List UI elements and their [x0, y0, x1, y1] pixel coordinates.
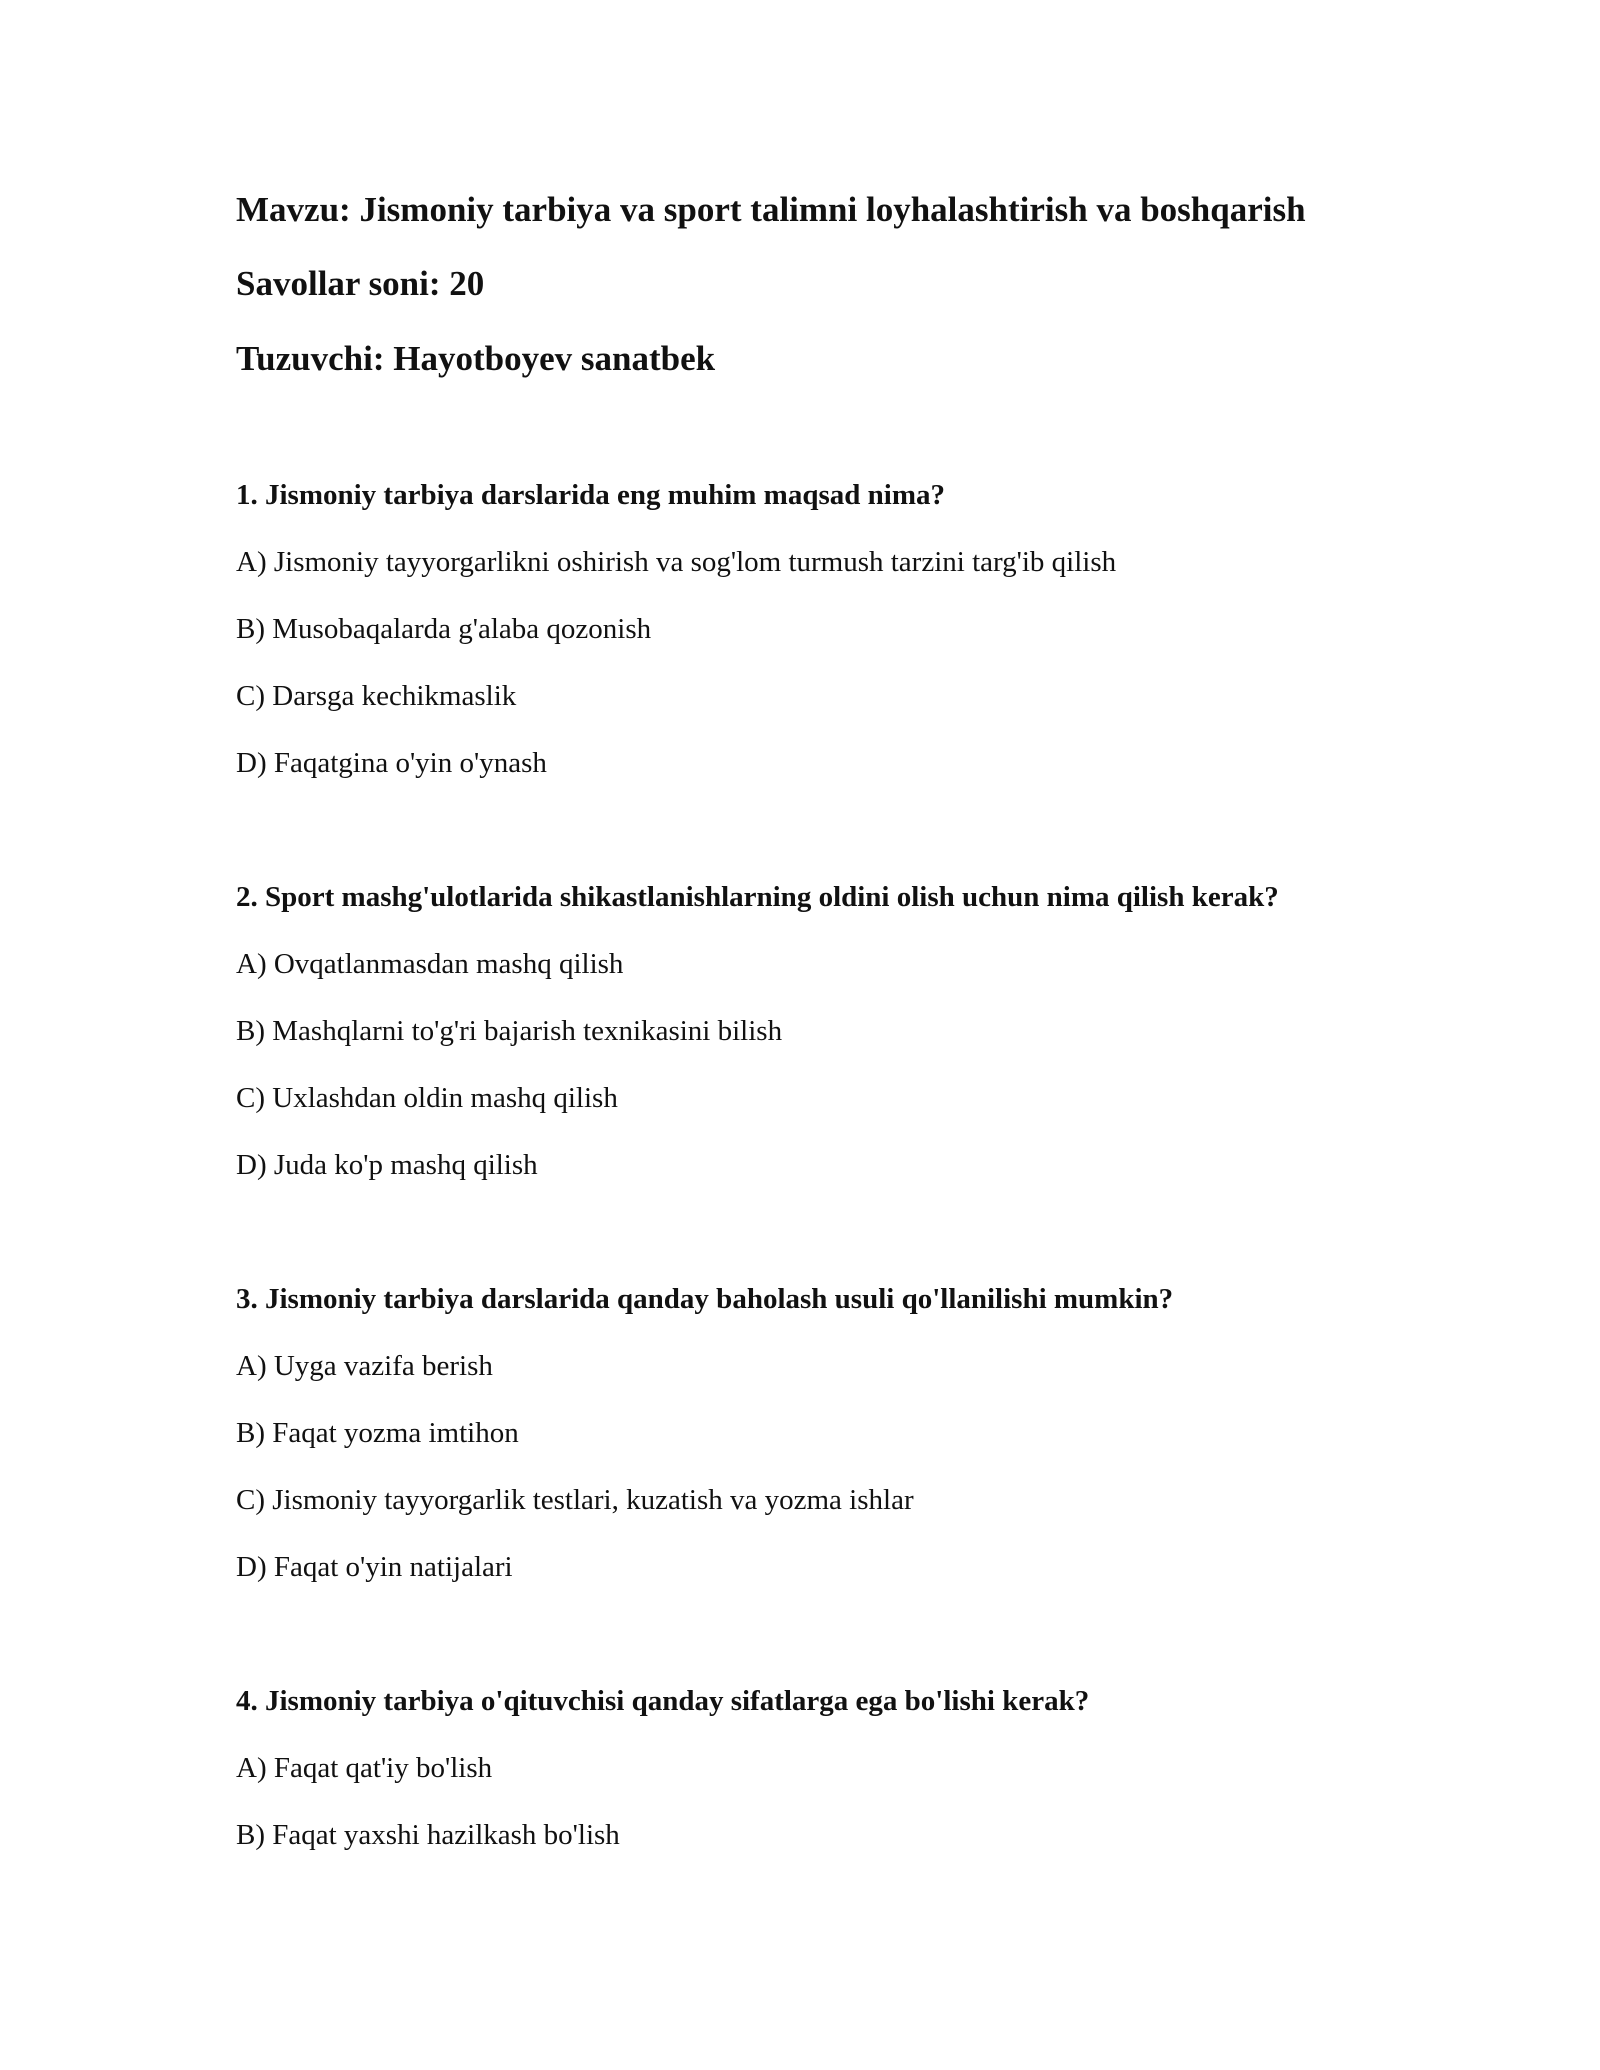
question-3-title: 3. Jismoniy tarbiya darslarida qanday baholash usuli qo'llanilishi mumkin? [236, 1283, 1174, 1315]
question-2-title: 2. Sport mashg'ulotlarida shikastlanishlarning oldini olish uchun nima qilish kerak? [236, 881, 1279, 913]
question-2-option-d: D) Juda ko'p mashq qilish [236, 1149, 538, 1181]
question-3-option-a: A) Uyga vazifa berish [236, 1350, 493, 1382]
author-line: Tuzuvchi: Hayotboyev sanatbek [236, 339, 716, 378]
topic-heading: Mavzu: Jismoniy tarbiya va sport talimni loyhalashtirish va boshqarish [236, 190, 1306, 229]
question-2-option-a: A) Ovqatlanmasdan mashq qilish [236, 948, 624, 980]
question-4-option-a: A) Faqat qat'iy bo'lish [236, 1752, 493, 1784]
question-3-option-d: D) Faqat o'yin natijalari [236, 1551, 513, 1583]
question-1-title: 1. Jismoniy tarbiya darslarida eng muhim maqsad nima? [236, 479, 945, 511]
question-3-option-b: B) Faqat yozma imtihon [236, 1417, 519, 1449]
question-1-option-a: A) Jismoniy tayyorgarlikni oshirish va sog'lom turmush tarzini targ'ib qilish [236, 546, 1117, 578]
question-count: Savollar soni: 20 [236, 264, 485, 303]
question-1-option-b: B) Musobaqalarda g'alaba qozonish [236, 613, 652, 645]
question-1-option-c: C) Darsga kechikmaslik [236, 680, 517, 712]
question-2-option-c: C) Uxlashdan oldin mashq qilish [236, 1082, 618, 1114]
question-2-option-b: B) Mashqlarni to'g'ri bajarish texnikasini bilish [236, 1015, 783, 1047]
question-1-option-d: D) Faqatgina o'yin o'ynash [236, 747, 547, 779]
question-4-option-b: B) Faqat yaxshi hazilkash bo'lish [236, 1819, 620, 1851]
question-4-title: 4. Jismoniy tarbiya o'qituvchisi qanday sifatlarga ega bo'lishi kerak? [236, 1685, 1090, 1717]
question-3-option-c: C) Jismoniy tayyorgarlik testlari, kuzatish va yozma ishlar [236, 1484, 914, 1516]
